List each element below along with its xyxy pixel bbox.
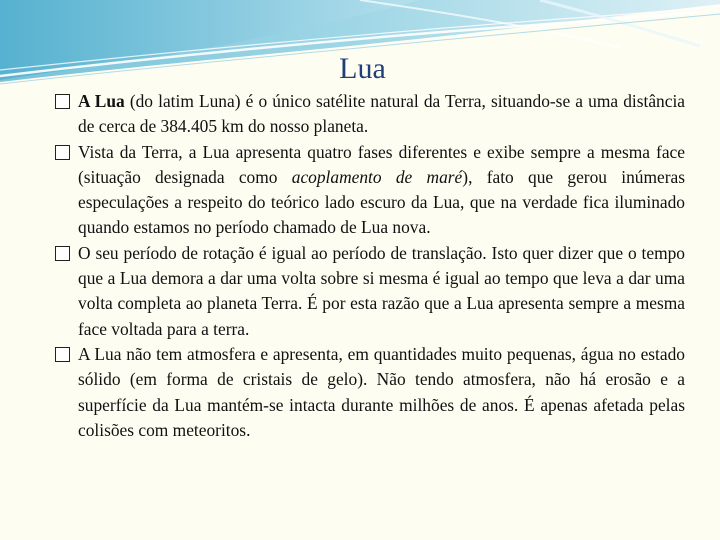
term-bold: A Lua (78, 91, 125, 111)
paragraph-text: O seu período de rotação é igual ao período de translação. Isto quer dizer que o tempo que a Lua demora a dar uma volta sobre si mesma é igual ao tempo que leva a dar uma volta completa ao planeta Terra. É por esta razão que a Lua apresenta sempre a mesma face voltada para a terra. (78, 242, 685, 339)
paragraph-text: A Lua não tem atmosfera e apresenta, em quantidades muito pequenas, água no estado sólido (em forma de cristais de gelo). Não tendo atmosfera, não há erosão e a superfície da Lua mantém-se intacta durante milhões de anos. É apenas afetada pelas colisões com meteoritos. (78, 343, 685, 440)
paragraph-text: (do latim Luna) é o único satélite natural da Terra, situando-se a uma distância de cerca de 384.405 km do nosso planeta. (78, 91, 686, 137)
list-item (55, 140, 685, 241)
list-item (55, 342, 685, 443)
paragraph-text: ), fato que gerou inúmeras especulações a respeito do teórico lado escuro da Lua, que na verdade fica iluminado quando estamos no período chamado de Lua nova. (78, 166, 685, 238)
bullet-list (55, 89, 685, 443)
list-item (55, 89, 685, 140)
list-item (55, 241, 685, 342)
paragraph-text: Vista da Terra, a Lua apresenta quatro fases diferentes e exibe sempre a mesma face (situação designada como (78, 141, 685, 187)
emphasis-text: acoplamento de maré (291, 166, 463, 187)
bullet-box-icon (55, 246, 70, 261)
page-title: Lua (339, 52, 386, 85)
bullet-box-icon (55, 94, 70, 109)
bullet-box-icon (55, 145, 70, 160)
bullet-box-icon (55, 347, 70, 362)
